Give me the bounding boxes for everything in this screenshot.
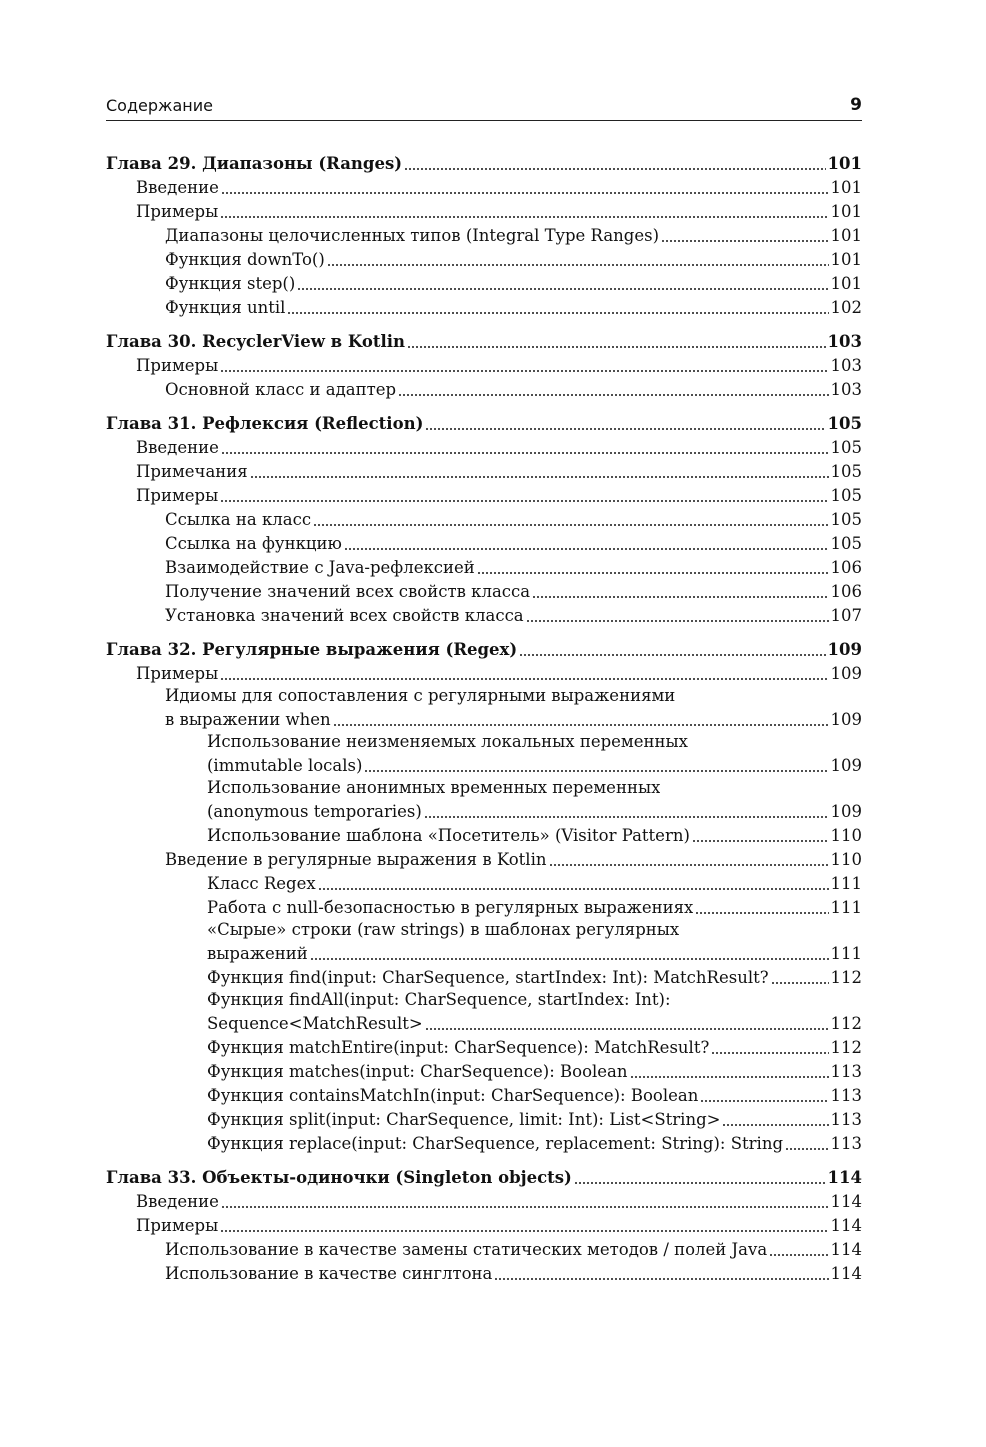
dot-leader bbox=[313, 524, 828, 526]
toc-entry-page: 114 bbox=[830, 1240, 862, 1259]
toc-entry-page: 111 bbox=[830, 898, 862, 917]
toc-entry bbox=[106, 1130, 862, 1154]
toc-entry-page: 105 bbox=[830, 534, 862, 553]
toc-entry-page: 112 bbox=[830, 1014, 862, 1033]
toc-chapter bbox=[106, 1164, 862, 1188]
dot-leader bbox=[327, 264, 829, 266]
dot-leader bbox=[425, 428, 825, 430]
toc-entry-title-continuation: выражений bbox=[207, 944, 308, 963]
toc-chapter bbox=[106, 150, 862, 174]
dot-leader bbox=[220, 500, 828, 502]
toc-entry-title: Глава 31. Рефлексия (Reflection) bbox=[106, 414, 424, 433]
toc-entry-page: 112 bbox=[830, 968, 862, 987]
toc-chapter bbox=[106, 328, 862, 352]
toc-entry-title: Использование в качестве синглтона bbox=[165, 1264, 493, 1283]
dot-leader bbox=[318, 888, 829, 890]
dot-leader bbox=[221, 452, 829, 454]
toc-entry bbox=[106, 988, 862, 1010]
toc-entry-page: 101 bbox=[830, 178, 862, 197]
toc-entry-page: 114 bbox=[830, 1216, 862, 1235]
dot-leader bbox=[250, 476, 829, 478]
toc-chapter bbox=[106, 410, 862, 434]
dot-leader bbox=[519, 654, 825, 656]
toc-entry bbox=[106, 964, 862, 988]
toc-entry-page: 109 bbox=[827, 640, 862, 659]
toc-entry-title: Функция step() bbox=[165, 274, 296, 293]
toc-entry-page: 105 bbox=[830, 438, 862, 457]
toc-entry-title: Функция downTo() bbox=[165, 250, 325, 269]
toc-entry bbox=[106, 198, 862, 222]
dot-leader bbox=[526, 620, 829, 622]
toc-entry bbox=[106, 730, 862, 752]
toc-entry-title: Глава 32. Регулярные выражения (Regex) bbox=[106, 640, 518, 659]
toc-entry-page: 113 bbox=[830, 1110, 862, 1129]
toc-entry-title: Введение в регулярные выражения в Kotlin bbox=[165, 850, 547, 869]
toc-entry-page: 110 bbox=[830, 826, 862, 845]
toc-entry-title: Глава 30. RecyclerView в Kotlin bbox=[106, 332, 405, 351]
dot-leader bbox=[549, 864, 829, 866]
toc-entry-page: 114 bbox=[830, 1264, 862, 1283]
toc-entry-page: 101 bbox=[830, 202, 862, 221]
toc-entry-page: 113 bbox=[830, 1062, 862, 1081]
dot-leader bbox=[494, 1278, 828, 1280]
toc-entry-page: 114 bbox=[827, 1168, 862, 1187]
toc-entry-title: Примеры bbox=[136, 356, 219, 375]
dot-leader bbox=[221, 192, 829, 194]
dot-leader bbox=[630, 1076, 829, 1078]
toc-entry bbox=[106, 1260, 862, 1284]
toc-entry-page: 111 bbox=[830, 874, 862, 893]
toc-entry-page: 101 bbox=[830, 226, 862, 245]
dot-leader bbox=[287, 312, 828, 314]
toc-entry bbox=[106, 270, 862, 294]
toc-entry-title: Функция containsMatchIn(input: CharSequence): Boolean bbox=[207, 1086, 699, 1105]
toc-entry bbox=[106, 776, 862, 798]
toc-entry-title: Ссылка на класс bbox=[165, 510, 312, 529]
toc-entry-continuation bbox=[106, 940, 862, 964]
dot-leader bbox=[769, 1254, 828, 1256]
toc-entry-title: Функция findAll(input: CharSequence, startIndex: Int): bbox=[207, 990, 671, 1009]
page-header bbox=[106, 94, 862, 121]
dot-leader bbox=[407, 346, 826, 348]
toc-entry bbox=[106, 870, 862, 894]
toc-entry-page: 107 bbox=[830, 606, 862, 625]
toc-entry-page: 105 bbox=[827, 414, 862, 433]
dot-leader bbox=[364, 770, 828, 772]
dot-leader bbox=[220, 216, 828, 218]
toc-entry-title: Функция matchEntire(input: CharSequence): MatchResult? bbox=[207, 1038, 710, 1057]
toc-entry-page: 106 bbox=[830, 558, 862, 577]
dot-leader bbox=[344, 548, 829, 550]
toc-entry-page: 106 bbox=[830, 582, 862, 601]
dot-leader bbox=[722, 1124, 828, 1126]
toc-entry-page: 101 bbox=[827, 154, 862, 173]
toc-entry-title: Основной класс и адаптер bbox=[165, 380, 397, 399]
toc-entry-page: 102 bbox=[830, 298, 862, 317]
toc-entry-continuation bbox=[106, 1010, 862, 1034]
toc-entry-title: Взаимодействие с Java-рефлексией bbox=[165, 558, 475, 577]
toc-entry-title: Примеры bbox=[136, 202, 219, 221]
dot-leader bbox=[711, 1052, 828, 1054]
toc-entry bbox=[106, 894, 862, 918]
toc-entry-page: 114 bbox=[830, 1192, 862, 1211]
toc-entry-page: 101 bbox=[830, 250, 862, 269]
toc-entry-page: 113 bbox=[830, 1086, 862, 1105]
toc-entry-continuation bbox=[106, 752, 862, 776]
toc-entry-title: Функция until bbox=[165, 298, 286, 317]
toc-entry-page: 101 bbox=[830, 274, 862, 293]
toc-entry-page: 105 bbox=[830, 462, 862, 481]
toc-entry bbox=[106, 578, 862, 602]
toc-entry-page: 111 bbox=[830, 944, 862, 963]
toc-entry bbox=[106, 530, 862, 554]
toc-entry bbox=[106, 684, 862, 706]
toc-entry-continuation bbox=[106, 706, 862, 730]
header-page-number: 9 bbox=[850, 95, 862, 115]
toc-entry-title: Использование анонимных временных переменных bbox=[207, 778, 661, 797]
toc-entry-page: 109 bbox=[830, 710, 862, 729]
dot-leader bbox=[310, 958, 829, 960]
dot-leader bbox=[220, 1230, 828, 1232]
toc-entry-title: Класс Regex bbox=[207, 874, 316, 893]
dot-leader bbox=[692, 840, 829, 842]
toc-entry-page: 109 bbox=[830, 802, 862, 821]
dot-leader bbox=[424, 816, 829, 818]
dot-leader bbox=[700, 1100, 828, 1102]
toc-entry-title: Использование шаблона «Посетитель» (Visitor Pattern) bbox=[207, 826, 690, 845]
toc-entry bbox=[106, 1106, 862, 1130]
dot-leader bbox=[771, 982, 829, 984]
dot-leader bbox=[477, 572, 829, 574]
toc-entry-title-continuation: (immutable locals) bbox=[207, 756, 363, 775]
dot-leader bbox=[425, 1028, 829, 1030]
dot-leader bbox=[221, 1206, 829, 1208]
toc-entry-page: 109 bbox=[830, 756, 862, 775]
toc-entry-title: Введение bbox=[136, 1192, 219, 1211]
dot-leader bbox=[398, 394, 828, 396]
toc-entry bbox=[106, 660, 862, 684]
toc-entry-title: Функция replace(input: CharSequence, replacement: String): String bbox=[207, 1134, 784, 1153]
toc-entry-page: 112 bbox=[830, 1038, 862, 1057]
toc-entry bbox=[106, 174, 862, 198]
toc-entry-title: Установка значений всех свойств класса bbox=[165, 606, 524, 625]
toc-entry-title: Функция find(input: CharSequence, startIndex: Int): MatchResult? bbox=[207, 968, 769, 987]
toc-entry-title: Диапазоны целочисленных типов (Integral Type Ranges) bbox=[165, 226, 660, 245]
toc-entry bbox=[106, 294, 862, 318]
toc-entry-page: 105 bbox=[830, 486, 862, 505]
toc-entry bbox=[106, 918, 862, 940]
toc-entry-title: Использование в качестве замены статических методов / полей Java bbox=[165, 1240, 768, 1259]
toc-entry bbox=[106, 222, 862, 246]
toc-entry bbox=[106, 352, 862, 376]
toc-entry-title: Глава 29. Диапазоны (Ranges) bbox=[106, 154, 403, 173]
toc-entry bbox=[106, 1058, 862, 1082]
toc-entry-title: Идиомы для сопоставления с регулярными выражениями bbox=[165, 686, 676, 705]
toc-entry-continuation bbox=[106, 798, 862, 822]
toc-entry-page: 103 bbox=[830, 356, 862, 375]
toc-entry-page: 110 bbox=[830, 850, 862, 869]
table-of-contents bbox=[106, 150, 862, 1284]
toc-entry-page: 113 bbox=[830, 1134, 862, 1153]
toc-entry-page: 109 bbox=[830, 664, 862, 683]
toc-entry bbox=[106, 1188, 862, 1212]
toc-entry bbox=[106, 1034, 862, 1058]
toc-entry-title: Примеры bbox=[136, 1216, 219, 1235]
toc-entry-title: Введение bbox=[136, 178, 219, 197]
toc-entry-title: Функция split(input: CharSequence, limit: Int): List<String> bbox=[207, 1110, 721, 1129]
toc-entry-title: Ссылка на функцию bbox=[165, 534, 342, 553]
toc-entry bbox=[106, 1236, 862, 1260]
toc-entry bbox=[106, 246, 862, 270]
toc-entry bbox=[106, 434, 862, 458]
toc-entry-title: Введение bbox=[136, 438, 219, 457]
dot-leader bbox=[532, 596, 828, 598]
toc-chapter bbox=[106, 636, 862, 660]
dot-leader bbox=[297, 288, 828, 290]
toc-entry bbox=[106, 376, 862, 400]
toc-entry-title-continuation: в выражении when bbox=[165, 710, 331, 729]
toc-entry-title: Примеры bbox=[136, 486, 219, 505]
toc-entry-page: 103 bbox=[827, 332, 862, 351]
dot-leader bbox=[404, 168, 825, 170]
toc-entry bbox=[106, 602, 862, 626]
dot-leader bbox=[574, 1182, 826, 1184]
toc-entry-title: Получение значений всех свойств класса bbox=[165, 582, 531, 601]
dot-leader bbox=[695, 912, 828, 914]
toc-entry bbox=[106, 1212, 862, 1236]
toc-entry-title-continuation: Sequence<MatchResult> bbox=[207, 1014, 423, 1033]
toc-entry-page: 105 bbox=[830, 510, 862, 529]
toc-entry-title: Примеры bbox=[136, 664, 219, 683]
toc-entry bbox=[106, 1082, 862, 1106]
toc-entry bbox=[106, 554, 862, 578]
header-title: Содержание bbox=[106, 96, 213, 115]
toc-entry bbox=[106, 458, 862, 482]
toc-entry-page: 103 bbox=[830, 380, 862, 399]
dot-leader bbox=[785, 1148, 828, 1150]
toc-entry bbox=[106, 506, 862, 530]
toc-entry-title: «Сырые» строки (raw strings) в шаблонах регулярных bbox=[207, 920, 680, 939]
toc-entry-title: Глава 33. Объекты-одиночки (Singleton objects) bbox=[106, 1168, 572, 1187]
toc-entry-title: Использование неизменяемых локальных переменных bbox=[207, 732, 688, 751]
dot-leader bbox=[220, 370, 828, 372]
toc-entry-title-continuation: (anonymous temporaries) bbox=[207, 802, 422, 821]
toc-entry-title: Примечания bbox=[136, 462, 248, 481]
toc-entry-title: Функция matches(input: CharSequence): Boolean bbox=[207, 1062, 628, 1081]
dot-leader bbox=[220, 678, 828, 680]
dot-leader bbox=[661, 240, 828, 242]
toc-entry bbox=[106, 482, 862, 506]
toc-entry-title: Работа с null-безопасностью в регулярных выражениях bbox=[207, 898, 694, 917]
toc-entry bbox=[106, 846, 862, 870]
dot-leader bbox=[333, 724, 829, 726]
toc-entry bbox=[106, 822, 862, 846]
